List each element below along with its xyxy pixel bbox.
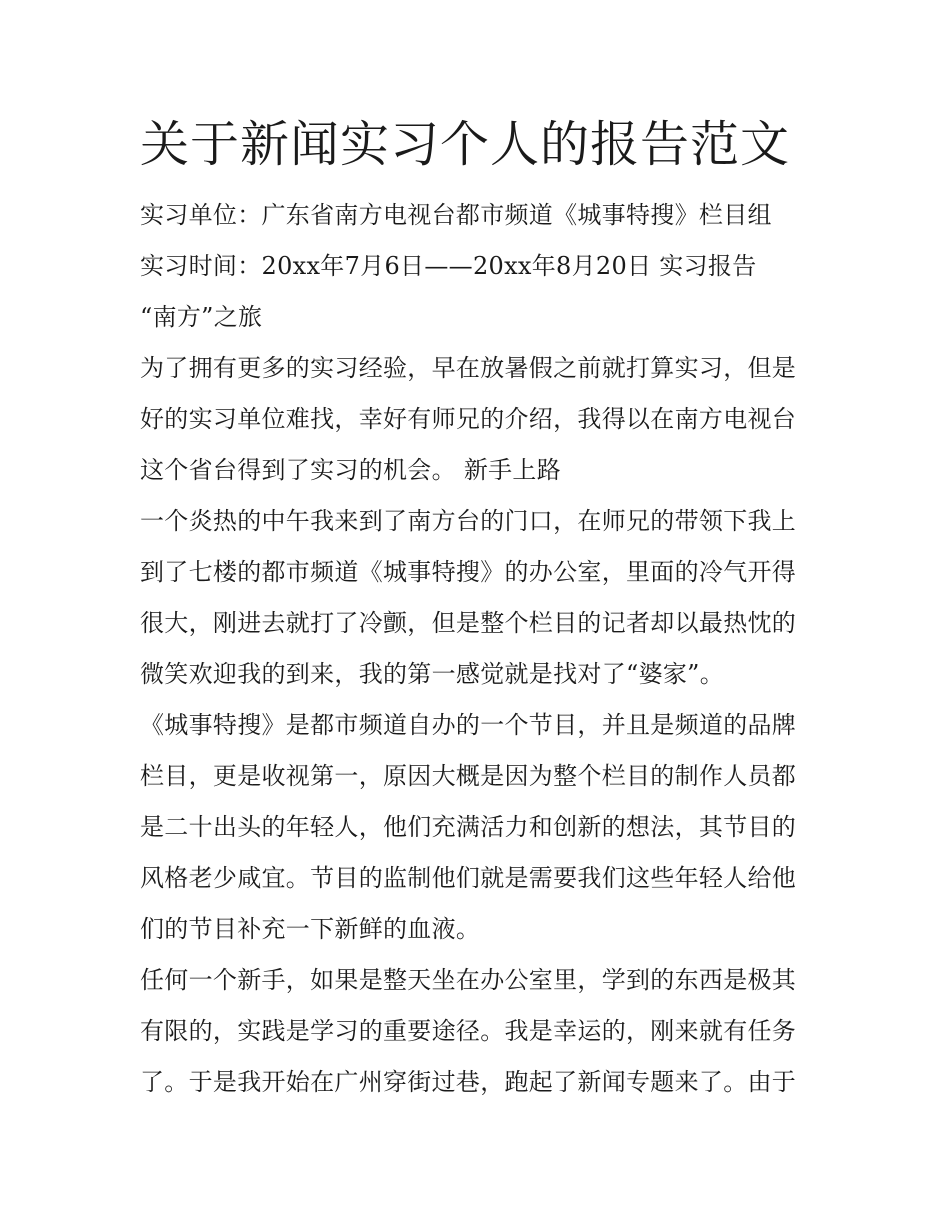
text-line: 栏目，更是收视第一，原因大概是因为整个栏目的制作人员都 <box>140 762 797 790</box>
text-line: 是二十出头的年轻人，他们充满活力和创新的想法，其节目的 <box>140 813 797 841</box>
text-line: 到了七楼的都市频道《城事特搜》的办公室，里面的冷气开得 <box>140 558 797 586</box>
text-line: “南方”之旅 <box>140 303 263 331</box>
text-line: 《城事特搜》是都市频道自办的一个节目，并且是频道的品牌 <box>140 711 797 739</box>
document-body <box>140 112 820 1108</box>
document-title: 关于新闻实习个人的报告范文 <box>140 116 791 173</box>
text-line: 实习单位：广东省南方电视台都市频道《城事特搜》栏目组 <box>140 201 772 229</box>
text-line: 微笑欢迎我的到来，我的第一感觉就是找对了“婆家”。 <box>140 660 725 688</box>
text-line: 为了拥有更多的实习经验，早在放暑假之前就打算实习，但是 <box>140 354 797 382</box>
text-line: 风格老少咸宜。节目的监制他们就是需要我们这些年轻人给他 <box>140 864 797 892</box>
text-line: 一个炎热的中午我来到了南方台的门口，在师兄的带领下我上 <box>140 507 797 535</box>
text-line: 了。于是我开始在广州穿街过巷，跑起了新闻专题来了。由于 <box>140 1068 797 1096</box>
text-line: 这个省台得到了实习的机会。 新手上路 <box>140 456 562 484</box>
text-line: 很大，刚进去就打了冷颤，但是整个栏目的记者却以最热忱的 <box>140 609 797 637</box>
text-line: 们的节目补充一下新鲜的血液。 <box>140 915 481 943</box>
text-line: 有限的，实践是学习的重要途径。我是幸运的，刚来就有任务 <box>140 1017 797 1045</box>
text-line: 好的实习单位难找，幸好有师兄的介绍，我得以在南方电视台 <box>140 405 797 433</box>
text-line: 实习时间：20xx年7月6日——20xx年8月20日 实习报告 <box>140 252 757 280</box>
text-line: 任何一个新手，如果是整天坐在办公室里，学到的东西是极其 <box>140 966 797 994</box>
